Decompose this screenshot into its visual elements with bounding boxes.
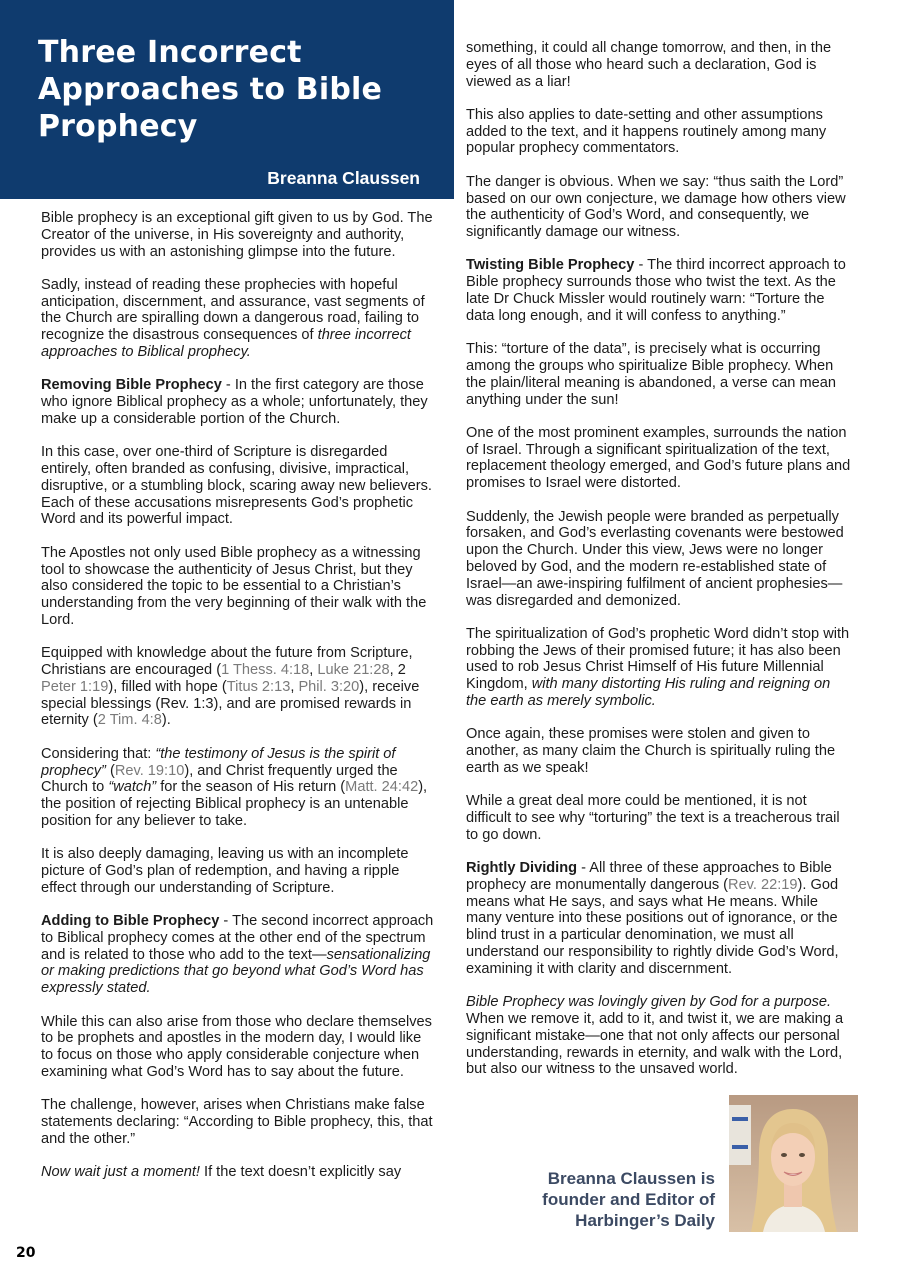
paragraph: Sadly, instead of reading these prophecies with hopeful anticipation, discernment, and assurance, vast segments of the Church are spiralling down a dangerous road, failing to recognize the disastrous consequences of three incorrect approaches to Biblical prophecy. (41, 276, 425, 361)
paragraph: Bible prophecy is an exceptional gift given to us by God. The Creator of the universe, in His sovereignty and authority, provides us with an astonishing glimpse into the future. (41, 210, 433, 260)
scripture-link[interactable]: 2 Tim. 4:8 (97, 712, 162, 729)
paragraph: Now wait just a moment! If the text doesn’t explicitly say (41, 1164, 402, 1181)
paragraph: Adding to Bible Prophecy - The second incorrect approach to Biblical prophecy comes at the other end of the spectrum and is related to those who add to the text—sensationalizing or making predictions that go beyond what God’s Word has expressly stated. (41, 913, 434, 997)
paragraph: Considering that: “the testimony of Jesus is the spirit of prophecy” (Rev. 19:10), and Christ frequently urged the Church to “watch” for the season of His return (Matt. 24:42), the position of rejecting Biblical prophecy is an untenable position for any believer to take. (41, 745, 428, 829)
paragraph: The Apostles not only used Bible prophecy as a witnessing tool to showcase the authenticity of Jesus Christ, but they also considered the topic to be essential to a Christian’s understanding from the very beginning of their walk with the Lord. (41, 544, 427, 628)
section-heading: Removing Bible Prophecy (41, 377, 222, 394)
scripture-link[interactable]: Matt. 24:42 (345, 779, 419, 796)
paragraph: One of the most prominent examples, surrounds the nation of Israel. Through a significant spiritualization of the text, replacement theology emerged, and God’s future plans and promises to Israel were distorted. (466, 424, 851, 492)
paragraph: It is also deeply damaging, leaving us with an incomplete picture of God’s plan of redemption, and having a ripple effect through our understanding of Scripture. (41, 846, 409, 896)
section-heading: Rightly Dividing (466, 860, 578, 877)
paragraph: The challenge, however, arises when Christians make false statements declaring: “According to Bible prophecy, this, that and the other.” (41, 1097, 433, 1147)
scripture-link[interactable]: Peter 1:19 (41, 678, 109, 695)
paragraph: This also applies to date-setting and other assumptions added to the text, and it happens routinely among many popular prophecy commentators. (466, 106, 827, 157)
scripture-link[interactable]: Rev. 22:19 (728, 876, 798, 893)
scripture-link[interactable]: Phil. 3:20 (298, 678, 360, 695)
paragraph: Once again, these promises were stolen and given to another, as many claim the Church is spiritually ruling the earth as we speak! (466, 726, 836, 776)
paragraph: While this can also arise from those who declare themselves to be prophets and apostles in the modern day, I would like to focus on those who apply considerable conjecture when examining what God’s Word has to say about the future. (41, 1013, 432, 1080)
paragraph: something, it could all change tomorrow, and then, in the eyes of all those who heard such a declaration, God is viewed as a liar! (466, 40, 832, 90)
paragraph: Removing Bible Prophecy - In the first category are those who ignore Biblical prophecy as a whole; unfortunately, they make up a considerable portion of the Church. (41, 377, 428, 427)
scripture-link[interactable]: Titus 2:13 (226, 678, 291, 695)
article-column-right (466, 40, 854, 1095)
paragraph: Twisting Bible Prophecy - The third incorrect approach to Bible prophecy surrounds those who twist the text. As the late Dr Chuck Missler would routinely warn: “Torture the data long enough, and it will confess to anything.” (466, 257, 846, 324)
scripture-link[interactable]: Luke 21:28 (317, 662, 390, 679)
scripture-link[interactable]: 1 Thess. 4:18 (221, 662, 310, 679)
paragraph: Equipped with knowledge about the future from Scripture, Christians are encouraged (1 Thess. 4:18, Luke 21:28, 2 Peter 1:19), filled with hope (Titus 2:13, Phil. 3:20), receive special blessings (Rev. 1:3), and are promised rewards in eternity (2 Tim. 4:8). (41, 645, 420, 729)
paragraph: Suddenly, the Jewish people were branded as perpetually forsaken, and God’s everlasting covenants were bestowed upon the Church. Under this view, Jews were no longer beloved by God, and the modern re-established state of Israel—an awe-inspiring fulfilment of ancient prophesies—was disregarded and demonized. (466, 508, 844, 609)
section-heading: Adding to Bible Prophecy (41, 913, 220, 930)
paragraph: While a great deal more could be mentioned, it is not difficult to see why “torturing” the text is a treacherous trail to go down. (466, 793, 840, 843)
author-byline: Breanna Claussen (267, 168, 420, 188)
title-banner (0, 0, 454, 199)
article-column-left (41, 210, 437, 1197)
paragraph: This: “torture of the data”, is precisely what is occurring among the groups who spiritualize Bible prophecy. When the plain/literal meaning is abandoned, a verse can mean anything under the sun! (466, 341, 836, 408)
paragraph: The danger is obvious. When we say: “thus saith the Lord” based on our own conjecture, we damage how others view the authenticity of God’s Word, and consequently, we significantly damage our witness. (466, 173, 846, 241)
author-bio: Breanna Claussen is founder and Editor of Harbinger’s Daily (542, 1169, 715, 1230)
section-heading: Twisting Bible Prophecy (466, 257, 635, 274)
paragraph: In this case, over one-third of Scripture is disregarded entirely, often branded as confusing, divisive, impractical, disruptive, or a stumbling block, scaring away new believers. Each of these accusations misrepresents God’s prophetic Word and its powerful impact. (41, 444, 432, 528)
article-title: Three Incorrect Approaches to Bible Prophecy (38, 35, 383, 144)
paragraph: The spiritualization of God’s prophetic Word didn’t stop with robbing the Jews of their promised future; it has also been used to rob Jesus Christ Himself of His future Millennial Kingdom, with many distorting His ruling and reigning on the earth as merely symbolic. (466, 625, 850, 709)
paragraph: Bible Prophecy was lovingly given by God for a purpose. When we remove it, add to it, and twist it, we are making a significant mistake—one that not only affects our personal understanding, rewards in eternity, and walk with the Lord, but also our witness to the unsaved world. (466, 994, 844, 1078)
page-number: 20 (16, 1245, 36, 1261)
scripture-link[interactable]: Rev. 19:10 (114, 762, 185, 779)
paragraph: Rightly Dividing - All three of these approaches to Bible prophecy are monumentally dangerous (Rev. 22:19). God means what He says, and says what He means. While many venture into these positions out of ignorance, or the blind trust in a particular denomination, we must all understand our responsibility to rightly divide God’s Word, examining it with clarity and discernment. (466, 860, 839, 977)
author-photo (729, 1095, 858, 1232)
